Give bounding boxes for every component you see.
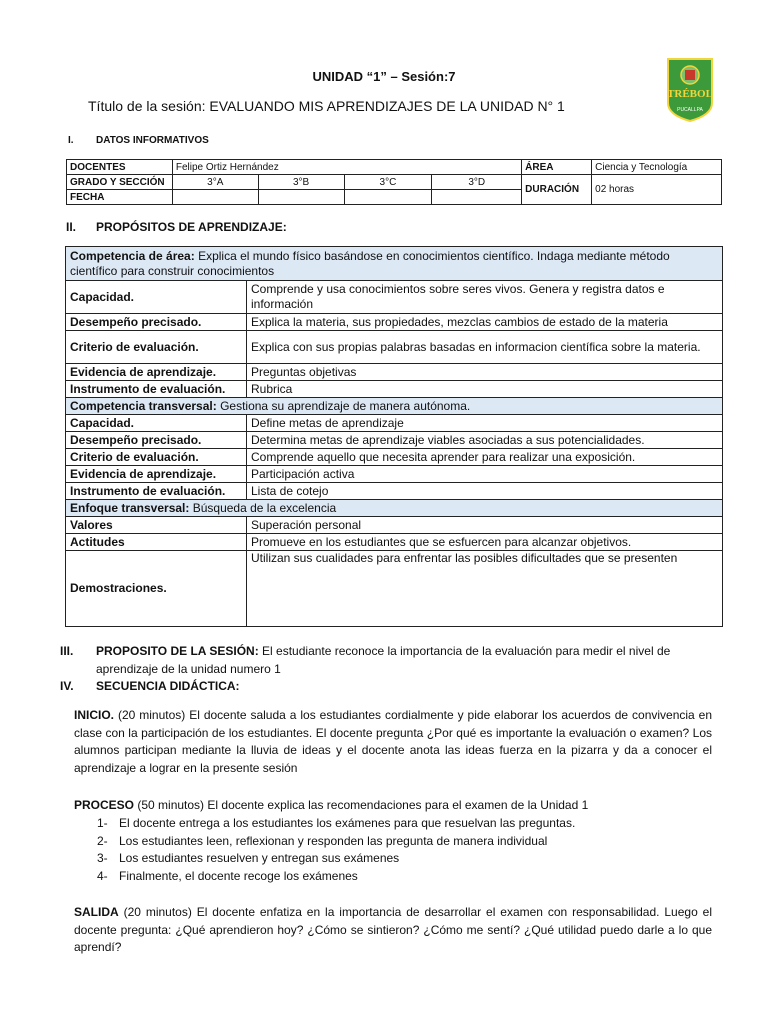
section-2-title: PROPÓSITOS DE APRENDIZAJE: (96, 220, 287, 234)
docentes-label: DOCENTES (67, 160, 173, 175)
row-value: Determina metas de aprendizaje viables asociadas a sus potencialidades. (247, 432, 723, 449)
row-value: Rubrica (247, 381, 723, 398)
step-number: 3- (97, 851, 108, 865)
row-value: Superación personal (247, 517, 723, 534)
session-name: EVALUANDO MIS APRENDIZAJES DE LA UNIDAD N° 1 (209, 98, 565, 114)
salida-paragraph (74, 904, 712, 957)
grado-label: GRADO Y SECCIÓN (67, 175, 173, 190)
area-value: Ciencia y Tecnología (592, 160, 722, 175)
row-value: Explica con sus propias palabras basadas en informacion científica sobre la materia. (247, 331, 723, 364)
section-3-title: PROPOSITO DE LA SESIÓN: (96, 644, 259, 658)
row-label: Criterio de evaluación. (66, 331, 247, 364)
row-label: Evidencia de aprendizaje. (66, 364, 247, 381)
row-value: Comprende aquello que necesita aprender para realizar una exposición. (247, 449, 723, 466)
section-3-text-line2: aprendizaje de la unidad numero 1 (96, 662, 281, 676)
datos-table (66, 159, 722, 205)
demostraciones-value: Utilizan sus cualidades para enfrentar las posibles dificultades que se presenten (247, 551, 723, 627)
row-label: Desempeño precisado. (66, 432, 247, 449)
logo-subtext: PUCALLPA (677, 107, 703, 113)
step-text: Los estudiantes resuelven y entregan sus exámenes (119, 851, 400, 865)
row-label: Evidencia de aprendizaje. (66, 466, 247, 483)
list-item (97, 850, 717, 868)
competencia-area-cell (66, 247, 723, 281)
inicio-paragraph (74, 707, 712, 777)
session-title (88, 98, 565, 114)
fecha-cell-a (172, 190, 258, 205)
row-label: Valores (66, 517, 247, 534)
competencia-transversal-text: Gestiona su aprendizaje de manera autónoma. (220, 398, 471, 413)
row-value: Explica la materia, sus propiedades, mezclas cambios de estado de la materia (247, 314, 723, 331)
list-item (97, 815, 717, 833)
school-logo (664, 57, 716, 123)
logo-text: TRÉBOL (667, 88, 713, 100)
demostraciones-label: Demostraciones. (66, 551, 247, 627)
enfoque-transversal-label: Enfoque transversal: (70, 500, 190, 515)
proceso-text: (50 minutos) El docente explica las recomendaciones para el examen de la Unidad 1 (137, 798, 589, 812)
session-label: Título de la sesión: (88, 98, 206, 114)
row-value: Participación activa (247, 466, 723, 483)
step-text: Finalmente, el docente recoge los exámenes (119, 868, 358, 883)
duracion-label: DURACIÓN (522, 175, 592, 205)
propositos-table (65, 246, 723, 627)
proceso-steps (97, 815, 717, 885)
row-label: Capacidad. (66, 415, 247, 432)
section-b: 3°B (258, 175, 344, 190)
duracion-value: 02 horas (592, 175, 722, 205)
unit-title: UNIDAD “1” – Sesión:7 (312, 69, 456, 84)
section-3-number: III. (60, 644, 74, 658)
row-value: Lista de cotejo (247, 483, 723, 500)
step-number: 1- (97, 816, 108, 830)
step-number: 4- (97, 868, 108, 883)
section-d: 3°D (432, 175, 522, 190)
competencia-area-text: Explica el mundo físico basándose en conocimientos científico. Indaga mediante método científico para construir conocimientos (70, 248, 670, 278)
list-item (97, 833, 717, 851)
proceso-paragraph (74, 797, 712, 815)
row-label: Instrumento de evaluación. (66, 483, 247, 500)
fecha-cell-c (344, 190, 432, 205)
row-value: Comprende y usa conocimientos sobre seres vivos. Genera y registra datos e información (247, 281, 723, 314)
docentes-value: Felipe Ortiz Hernández (172, 160, 521, 175)
fecha-label: FECHA (67, 190, 173, 205)
fecha-cell-d (432, 190, 522, 205)
row-label: Actitudes (66, 534, 247, 551)
section-4-title: SECUENCIA DIDÁCTICA: (96, 679, 240, 693)
competencia-area-label: Competencia de área: (70, 248, 195, 263)
step-number: 2- (97, 833, 108, 848)
salida-text: (20 minutos) El docente enfatiza en la importancia de desarrollar el examen con responsabilidad. Luego el docente pregunta: ¿Qué aprendieron hoy? ¿Cómo se sintieron? ¿Cómo me sentí? ¿Qué utilidad puedo darle a lo que aprendí? (74, 905, 712, 954)
enfoque-transversal-text: Búsqueda de la excelencia (192, 500, 337, 515)
row-label: Capacidad. (66, 281, 247, 314)
section-3-body (96, 643, 722, 660)
section-1-title: DATOS INFORMATIVOS (96, 135, 209, 146)
area-label: ÁREA (522, 160, 592, 175)
row-value: Promueve en los estudiantes que se esfuercen para alcanzar objetivos. (247, 534, 723, 551)
section-1-number: I. (68, 135, 74, 146)
section-4-number: IV. (60, 679, 74, 693)
row-label: Desempeño precisado. (66, 314, 247, 331)
row-label: Criterio de evaluación. (66, 449, 247, 466)
step-text: Los estudiantes leen, reflexionan y responden las pregunta de manera individual (119, 833, 548, 848)
proceso-label: PROCESO (74, 798, 135, 812)
row-value: Preguntas objetivas (247, 364, 723, 381)
step-text: El docente entrega a los estudiantes los exámenes para que resuelvan las preguntas. (119, 816, 576, 830)
inicio-text: (20 minutos) El docente saluda a los estudiantes cordialmente y pide elaborar los acuerdos de convivencia en clase con la participación de los estudiantes. El docente pregunta ¿Por qué es importante la evaluación o examen? Los alumnos participan mediante la lluvia de ideas y el docente anota las ideas fuerza en la pizarra y da a conocer el aprendizaje a lograr en la presente sesión (74, 708, 713, 775)
competencia-transversal-label: Competencia transversal: (70, 398, 217, 413)
section-3-text-line1: El estudiante reconoce la importancia de la evaluación para medir el nivel de (262, 644, 671, 658)
competencia-transversal-cell (66, 398, 723, 415)
list-item (97, 868, 717, 886)
row-label: Instrumento de evaluación. (66, 381, 247, 398)
row-value: Define metas de aprendizaje (247, 415, 723, 432)
fecha-cell-b (258, 190, 344, 205)
salida-label: SALIDA (74, 905, 119, 919)
section-2-number: II. (66, 220, 77, 234)
section-a: 3°A (172, 175, 258, 190)
enfoque-transversal-cell (66, 500, 723, 517)
inicio-label: INICIO. (74, 708, 115, 722)
section-c: 3°C (344, 175, 432, 190)
